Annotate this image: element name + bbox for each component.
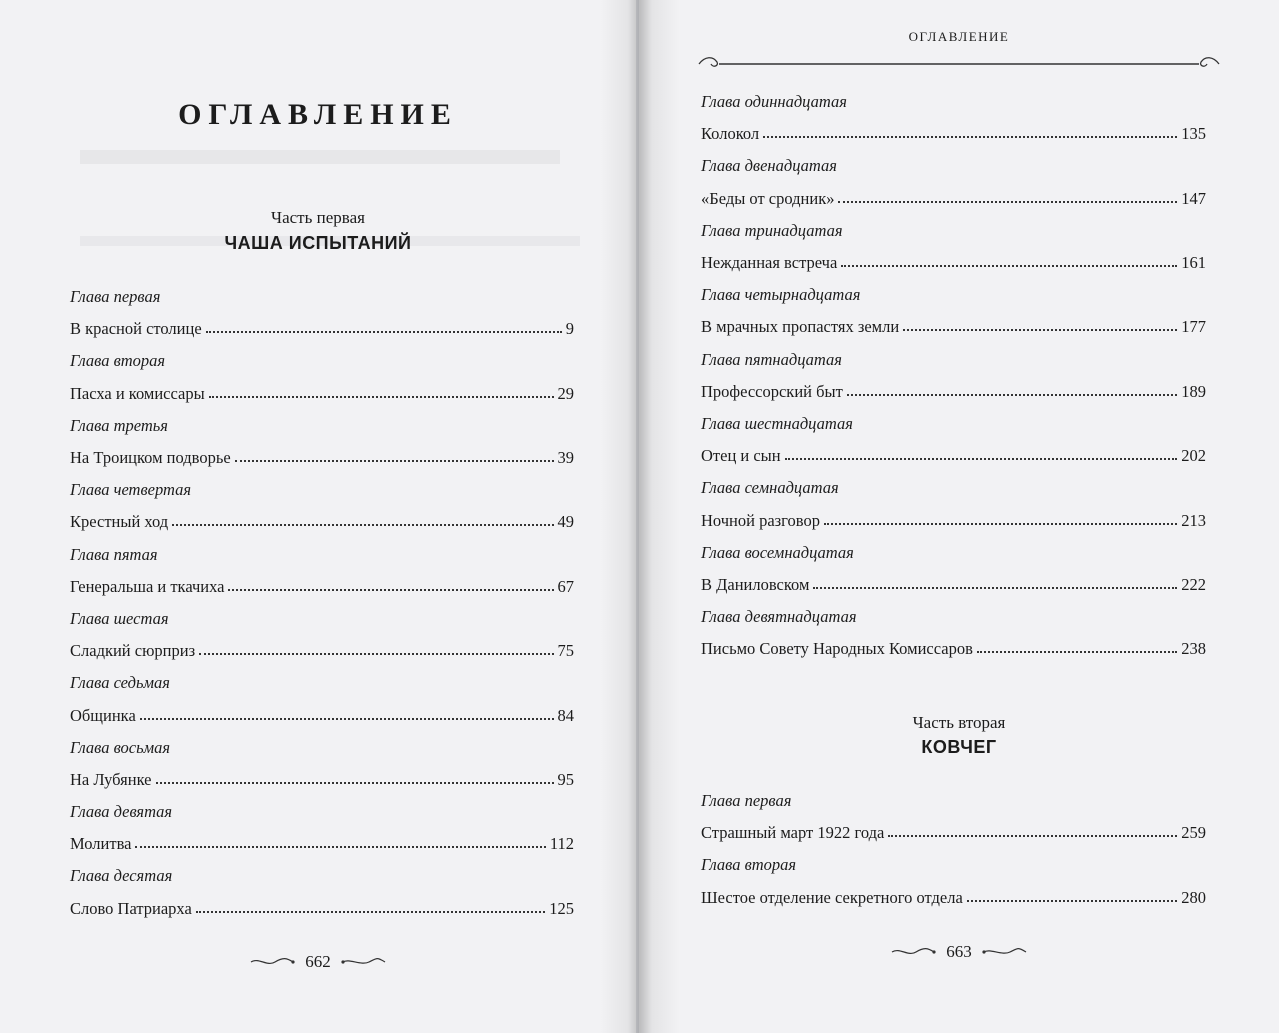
page-number: 189	[1181, 381, 1206, 401]
leader-dots	[199, 653, 553, 655]
leader-dots	[977, 651, 1177, 653]
entry-title: Ночной разговор	[701, 510, 820, 530]
entry-title: В мрачных пропастях земли	[701, 317, 900, 337]
right-page	[639, 0, 1279, 1033]
show-through-decoration	[80, 150, 560, 164]
toc-entry[interactable]	[701, 376, 1206, 408]
entry-title: В Даниловском	[701, 574, 810, 594]
entry-title: Сладкий сюрприз	[70, 641, 196, 661]
chapter-label: Глава восемнадцатая	[701, 542, 854, 562]
leader-dots	[135, 846, 545, 848]
toc-entry[interactable]	[701, 882, 1206, 914]
page-number: 75	[557, 641, 574, 661]
header-rule-ornament-icon	[639, 52, 1279, 76]
toc-list-right-part2	[701, 785, 1206, 914]
chapter-label: Глава шестнадцатая	[701, 413, 853, 433]
toc-entry[interactable]	[70, 378, 574, 410]
chapter-label: Глава пятая	[70, 544, 158, 564]
leader-dots	[967, 900, 1177, 902]
entry-title: Генеральша и ткачиха	[70, 576, 225, 596]
leader-dots	[763, 136, 1177, 138]
entry-title: В красной столице	[70, 319, 202, 339]
chapter-label: Глава тринадцатая	[701, 220, 843, 240]
page-number: 112	[549, 834, 574, 854]
toc-entry[interactable]	[70, 442, 574, 474]
entry-title: Письмо Совету Народных Комиссаров	[701, 639, 973, 659]
flourish-ornament-icon	[890, 945, 936, 959]
entry-title: Крестный ход	[70, 512, 169, 532]
leader-dots	[813, 587, 1177, 589]
part-label: Часть вторая	[912, 713, 1006, 732]
entry-title: Слово Патриарха	[70, 898, 192, 918]
part-title: КОВЧЕГ	[921, 737, 997, 757]
toc-entry[interactable]	[701, 440, 1206, 472]
toc-entry[interactable]	[701, 311, 1206, 343]
page-number: 161	[1181, 253, 1206, 273]
chapter-label: Глава первая	[701, 791, 792, 811]
leader-dots	[172, 524, 553, 526]
chapter-label: Глава одиннадцатая	[701, 92, 847, 112]
chapter-label: Глава восьмая	[70, 737, 171, 757]
chapter-label: Глава двенадцатая	[701, 156, 837, 176]
leader-dots	[206, 331, 562, 333]
entry-title: Колокол	[701, 124, 760, 144]
page-number: 202	[1181, 446, 1206, 466]
toc-entry[interactable]	[70, 506, 574, 538]
running-head: ОГЛАВЛЕНИЕ	[908, 29, 1010, 44]
chapter-label: Глава четырнадцатая	[701, 285, 861, 305]
chapter-label: Глава пятнадцатая	[701, 349, 842, 369]
chapter-label: Глава седьмая	[70, 673, 170, 693]
chapter-label: Глава девятнадцатая	[701, 607, 857, 627]
chapter-label: Глава третья	[70, 415, 168, 435]
leader-dots	[228, 589, 553, 591]
part-title: ЧАША ИСПЫТАНИЙ	[224, 233, 412, 253]
toc-entry[interactable]	[701, 504, 1206, 536]
page-number: 67	[557, 576, 574, 596]
leader-dots	[838, 201, 1177, 203]
folio-right	[639, 942, 1279, 962]
leader-dots	[824, 523, 1177, 525]
page-number: 280	[1181, 887, 1206, 907]
page-number-footer: 662	[305, 952, 331, 971]
page-number: 84	[557, 705, 574, 725]
toc-entry[interactable]	[70, 828, 574, 860]
toc-entry[interactable]	[70, 313, 574, 345]
leader-dots	[841, 265, 1177, 267]
toc-entry[interactable]	[701, 247, 1206, 279]
leader-dots	[847, 394, 1177, 396]
page-number-footer: 663	[946, 942, 972, 961]
leader-dots	[903, 329, 1177, 331]
toc-list-right	[701, 86, 1206, 665]
toc-entry[interactable]	[701, 569, 1206, 601]
chapter-label: Глава семнадцатая	[701, 478, 839, 498]
toc-list-left	[70, 281, 574, 925]
page-title: ОГЛАВЛЕНИЕ	[178, 98, 458, 131]
toc-entry[interactable]	[70, 893, 574, 925]
toc-entry[interactable]	[70, 764, 574, 796]
page-number: 9	[565, 319, 574, 339]
page-number: 39	[557, 448, 574, 468]
page-number: 213	[1181, 510, 1206, 530]
chapter-label: Глава шестая	[70, 608, 169, 628]
chapter-label: Глава вторая	[70, 351, 166, 371]
leader-dots	[209, 396, 554, 398]
leader-dots	[156, 782, 554, 784]
entry-title: На Лубянке	[70, 769, 152, 789]
toc-entry[interactable]	[70, 571, 574, 603]
flourish-ornament-icon	[982, 945, 1028, 959]
toc-entry[interactable]	[701, 183, 1206, 215]
leader-dots	[888, 835, 1177, 837]
chapter-label: Глава девятая	[70, 802, 173, 822]
folio-left	[0, 952, 636, 972]
part-label: Часть первая	[271, 208, 365, 227]
entry-title: Нежданная встреча	[701, 253, 838, 273]
page-number: 29	[557, 383, 574, 403]
toc-entry[interactable]	[701, 817, 1206, 849]
toc-entry[interactable]	[701, 118, 1206, 150]
entry-title: На Троицком подворье	[70, 448, 231, 468]
page-number: 222	[1181, 574, 1206, 594]
leader-dots	[196, 911, 545, 913]
page-number: 238	[1181, 639, 1206, 659]
entry-title: Молитва	[70, 834, 132, 854]
page-number: 125	[549, 898, 574, 918]
leader-dots	[235, 460, 554, 462]
toc-entry[interactable]	[70, 699, 574, 731]
page-number: 259	[1181, 823, 1206, 843]
toc-entry[interactable]	[701, 633, 1206, 665]
page-number: 147	[1181, 188, 1206, 208]
entry-title: Страшный март 1922 года	[701, 823, 885, 843]
toc-entry[interactable]	[70, 635, 574, 667]
entry-title: Общинка	[70, 705, 136, 725]
chapter-label: Глава четвертая	[70, 480, 192, 500]
entry-title: «Беды от сродник»	[701, 188, 835, 208]
flourish-ornament-icon	[341, 955, 387, 969]
leader-dots	[785, 458, 1178, 460]
chapter-label: Глава десятая	[70, 866, 173, 886]
entry-title: Шестое отделение секретного отдела	[701, 887, 963, 907]
page-number: 49	[557, 512, 574, 532]
leader-dots	[140, 718, 554, 720]
entry-title: Пасха и комиссары	[70, 383, 205, 403]
page-number: 135	[1181, 124, 1206, 144]
entry-title: Профессорский быт	[701, 381, 843, 401]
flourish-ornament-icon	[249, 955, 295, 969]
chapter-label: Глава первая	[70, 287, 161, 307]
entry-title: Отец и сын	[701, 446, 781, 466]
page-number: 177	[1181, 317, 1206, 337]
left-page	[0, 0, 636, 1033]
chapter-label: Глава вторая	[701, 855, 797, 875]
page-number: 95	[557, 769, 574, 789]
